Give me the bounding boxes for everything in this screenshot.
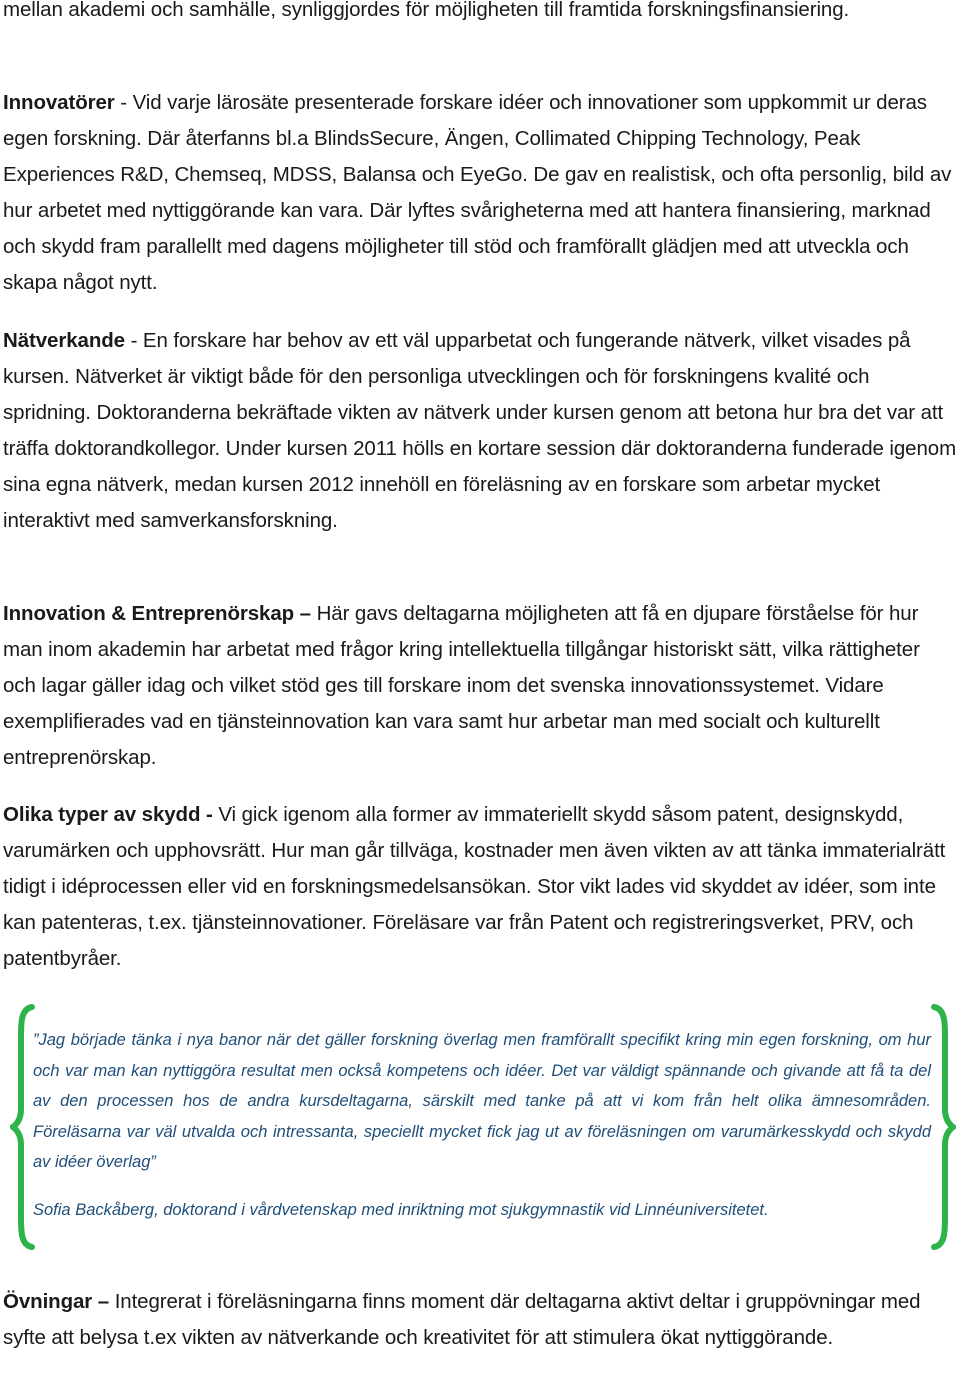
olika-typer-av-skydd-text: Vi gick igenom alla former av immateriellt skydd såsom patent, designskydd, varumärken och upphovsrätt. Hur man går tillväga, kostnader men även vikten av att tänka immaterialrätt tidigt i idéprocessen eller vid en forskningsmedelsansökan. Stor vikt lades vid skyddet av idéer, som inte kan patenteras, t.ex. tjänsteinnovationer. Föreläsare var från Patent och registreringsverket, PRV, och patentbyråer. xyxy=(3,803,946,970)
quote-text: ”Jag började tänka i nya banor när det gäller forskning överlag men framförallt specifikt kring min egen forskning, om hur och var man kan nyttiggöra resultat men också kompetens och idéer. Det var väldigt spännande och givande att få ta del av den processen hos de andra kursdeltagarna, särskilt med tanke på att vi kom från helt olika ämnesområden. Föreläsarna var väl utvalda och intressanta, speciellt mycket fick jag ut av föreläsningen om varumärkesskydd och skydd av idéer överlag” xyxy=(33,1031,931,1171)
ovningar-text: Integrerat i föreläsningarna finns moment där deltagarna aktivt deltar i gruppövningar med syfte att belysa t.ex vikten av nätverkande och kreativitet för att stimulera ökat nyttiggörande. xyxy=(3,1290,921,1349)
innovation-entreprenorskap-text: Här gavs deltagarna möjligheten att få en djupare förståelse för hur man inom akademin har arbetat med frågor kring intellektuella tillgångar historiskt sätt, vilka rättigheter och lagar gäller idag och vilket stöd ges till forskare inom det svenska innovationssystemet. Vidare exemplifierades vad en tjänsteinnovation kan vara samt hur arbetar man med socialt och kulturellt entreprenörskap. xyxy=(3,602,920,769)
olika-typer-av-skydd-paragraph xyxy=(3,797,958,977)
innovatorer-text: - Vid varje lärosäte presenterade forskare idéer och innovationer som uppkommit ur deras egen forskning. Där återfanns bl.a BlindsSecure, Ängen, Collimated Chipping Technology, Peak Experiences R&D, Chemseq, MDSS, Balansa och EyeGo. De gav en realistisk, och ofta personlig, bild av hur arbetet med nyttiggörande kan vara. Där lyftes svårigheterna med att hantera finansiering, marknad och skydd fram parallellt med dagens möjligheter till stöd och framförallt glädjen med att utveckla och skapa något nytt. xyxy=(3,91,952,294)
quote-author: Sofia Backåberg, doktorand i vårdvetenskap med inriktning mot sjukgymnastik vid Linnéuniversitetet. xyxy=(33,1201,769,1219)
natverkande-heading: Nätverkande xyxy=(3,329,125,352)
intro-text: mellan akademi och samhälle, synliggjordes för möjligheten till framtida forskningsfinansiering. xyxy=(3,0,850,21)
innovatorer-heading: Innovatörer xyxy=(3,91,115,114)
ovningar-heading: Övningar – xyxy=(3,1290,110,1313)
olika-typer-av-skydd-heading: Olika typer av skydd - xyxy=(3,803,213,826)
intro-paragraph xyxy=(3,0,958,28)
testimonial-quote-box xyxy=(10,1003,956,1251)
right-curly-bracket-icon xyxy=(930,1003,956,1251)
innovation-entreprenorskap-heading: Innovation & Entreprenörskap – xyxy=(3,602,311,625)
ovningar-paragraph xyxy=(3,1284,958,1356)
natverkande-text: - En forskare har behov av ett väl upparbetat och fungerande nätverk, vilket visades på kursen. Nätverket är viktigt både för den personliga utvecklingen och för forskningens kvalité och spridning. Doktoranderna bekräftade vikten av nätverk under kursen genom att betona hur bra det var att träffa doktorandkollegor. Under kursen 2011 hölls en kortare session där doktoranderna funderade igenom sina egna nätverk, medan kursen 2012 innehöll en föreläsning av en forskare som arbetar mycket interaktivt med samverkansforskning. xyxy=(3,329,957,532)
natverkande-paragraph xyxy=(3,323,958,539)
innovation-entreprenorskap-paragraph xyxy=(3,596,958,776)
innovatorer-paragraph xyxy=(3,85,958,301)
